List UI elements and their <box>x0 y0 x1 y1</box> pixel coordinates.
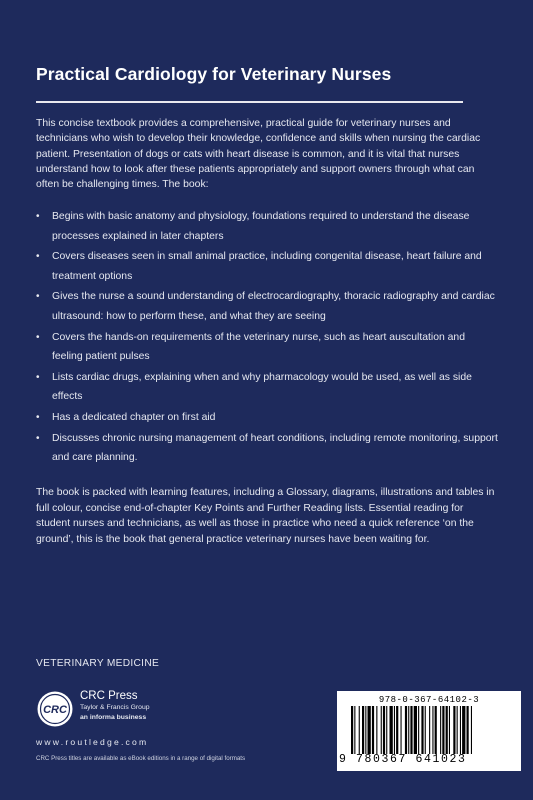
list-item: • Discusses chronic nursing management of heart conditions, including remote monitoring, support and care planning. <box>36 429 498 468</box>
barcode-bar <box>440 706 441 754</box>
isbn-digits: 9 780367 641023 <box>339 753 467 766</box>
barcode-bar <box>467 706 469 754</box>
bullet-icon: • <box>36 371 40 383</box>
bullet-icon: • <box>36 211 40 222</box>
barcode-bar <box>365 706 366 754</box>
barcode-bar <box>381 706 382 754</box>
list-item: • Covers diseases seen in small animal practice, including congenital disease, heart failure and treatment options <box>36 247 498 286</box>
barcode-bar <box>414 706 417 754</box>
publisher-name: CRC Press <box>80 690 138 702</box>
barcode-bar <box>462 706 465 754</box>
feature-list <box>36 207 498 469</box>
bullet-icon: • <box>36 411 40 423</box>
barcode-bar <box>376 706 377 754</box>
crc-logo-icon <box>36 690 74 728</box>
barcode-bar <box>429 706 430 754</box>
list-item: • Gives the nurse a sound understanding of electrocardiography, thoracic radiography and cardiac ultrasound: how to perform these, and what they are seeing <box>36 287 498 326</box>
publisher-group: Taylor & Francis Group <box>80 704 150 711</box>
barcode-bar <box>408 706 409 754</box>
barcode-bars <box>351 706 511 754</box>
barcode-bar <box>394 706 395 754</box>
barcode-bar <box>460 706 461 754</box>
book-title: Practical Cardiology for Veterinary Nurses <box>36 64 392 84</box>
barcode-bar <box>396 706 398 754</box>
bullet-icon: • <box>36 291 40 303</box>
bullet-icon: • <box>36 331 40 343</box>
barcode-bar <box>354 706 355 754</box>
publisher-website: www.routledge.com <box>36 737 149 747</box>
barcode-bar <box>368 706 371 754</box>
bullet-icon: • <box>36 432 40 444</box>
title-divider <box>36 101 463 103</box>
barcode-bar <box>453 706 455 754</box>
ebook-note: CRC Press titles are available as eBook editions in a range of digital formats <box>36 755 246 762</box>
barcode-bar <box>405 706 407 754</box>
list-item: • Covers the hands-on requirements of the veterinary nurse, such as heart auscultation and feeling patient pulses <box>36 328 498 367</box>
publisher-parent: an informa business <box>80 714 147 721</box>
barcode-bar <box>359 706 360 754</box>
subject-category: VETERINARY MEDICINE <box>36 658 160 669</box>
barcode-bar <box>418 706 419 754</box>
barcode-bar <box>372 706 374 754</box>
intro-paragraph: This concise textbook provides a comprehensive, practical guide for veterinary nurses and technicians who wish to develop their knowledge, confidence and skills when nursing the cardiac patient. Presentation of dogs or cats with heart disease is common, and it is vital that nurses understand how to look after these patients appropriately and support owners through what can often be challenging times. The book: <box>36 118 481 191</box>
isbn-label: 978-0-367-64102-3 <box>378 695 480 705</box>
bullet-icon: • <box>36 251 40 263</box>
barcode-bar <box>351 706 353 754</box>
barcode-bar <box>442 706 444 754</box>
list-item: • Lists cardiac drugs, explaining when and why pharmacology would be used, as well as side effects <box>36 368 498 407</box>
barcode-bar <box>471 706 472 754</box>
crc-logo-text: CRC <box>43 704 67 716</box>
barcode-bar <box>457 706 458 754</box>
barcode-bar <box>401 706 402 754</box>
closing-paragraph: The book is packed with learning features, including a Glossary, diagrams, illustrations and tables in full colour, concise end-of-chapter Key Points and Further Reading lists. Essential reading for student nurses and technicians, as well as those in practice who need a quick reference ‘on the ground’, this is the book that general practice veterinary nurses have been waiting for. <box>36 487 495 545</box>
isbn-barcode <box>337 691 521 771</box>
barcode-bar <box>421 706 423 754</box>
barcode-bar <box>435 706 437 754</box>
barcode-bar <box>446 706 448 754</box>
list-item: • Begins with basic anatomy and physiology, foundations required to understand the disease processes explained in later chapters <box>36 207 498 246</box>
barcode-bar <box>425 706 426 754</box>
barcode-bar <box>410 706 412 754</box>
barcode-bar <box>449 706 450 754</box>
barcode-bar <box>432 706 433 754</box>
barcode-bar <box>386 706 387 754</box>
list-item: • Has a dedicated chapter on first aid <box>36 408 498 428</box>
barcode-bar <box>362 706 364 754</box>
barcode-bar <box>383 706 385 754</box>
barcode-bar <box>390 706 393 754</box>
